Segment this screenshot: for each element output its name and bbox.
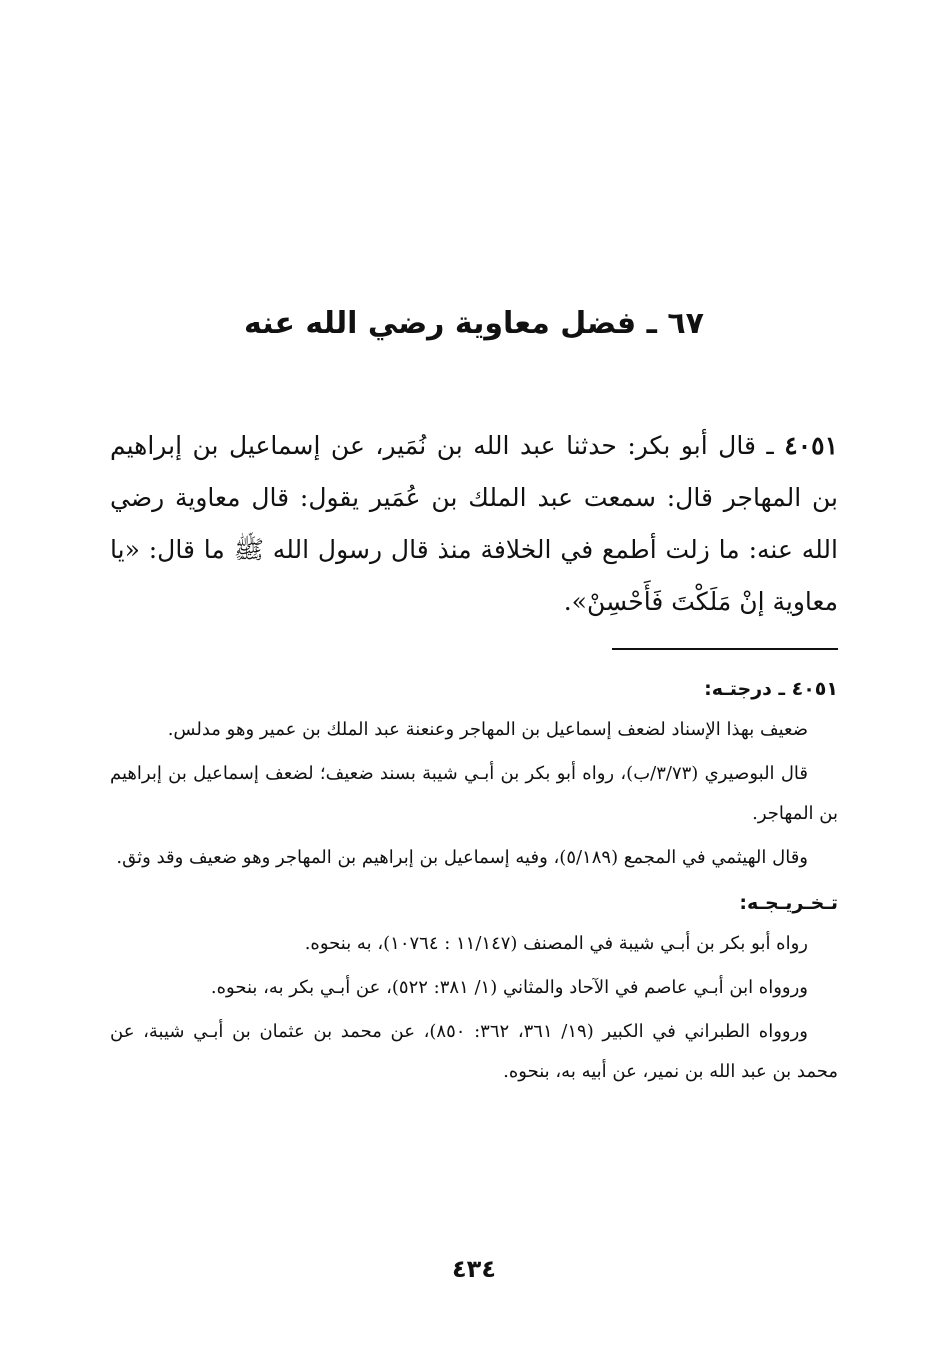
takhrij-heading: تـخـريـجـه: [739,892,838,914]
page-number: ٤٣٤ [452,1255,496,1283]
takhrij-paragraph: وروواه ابن أبـي عاصم في الآحاد والمثاني (١/ ٣٨١: ٥٢٢)، عن أبـي بكر به، بنحوه. [210,977,808,998]
takhrij-paragraph: وروواه الطبراني في الكبير (١٩/ ٣٦١، ٣٦٢: ٨٥٠)، عن محمد بن عثمان بن أبـي شيبة، عن محمد بن عبد الله بن نمير، عن أبيه به، بنحوه. [110,1021,838,1082]
footnote-separator [612,648,838,650]
hadith-body: ـ قال أبو بكر: حدثنا عبد الله بن نُمَير، عن إسماعيل بن إبراهيم بن المهاجر قال: سمعت عبد الملك بن عُمَير يقول: قال معاوية رضي الله عنه: ما زلت أطمع في الخلافة منذ قال رسول الله ﷺ ما قال: «يا معاوية إنْ مَلَكْتَ فَأَحْسِنْ». [110,431,839,616]
chapter-title: ٦٧ ـ فضل معاوية رضي الله عنه [244,306,704,341]
takhrij-paragraph: رواه أبو بكر بن أبـي شيبة في المصنف (١١/١٤٧ : ١٠٧٦٤)، به بنحوه. [304,933,808,954]
grade-heading: ٤٠٥١ ـ درجتـه: [704,678,838,700]
grade-paragraph: وقال الهيثمي في المجمع (٥/١٨٩)، وفيه إسماعيل بن إبراهيم بن المهاجر وهو ضعيف وقد وثق. [116,847,808,868]
grade-paragraph: ضعيف بهذا الإسناد لضعف إسماعيل بن المهاجر وعنعنة عبد الملك بن عمير وهو مدلس. [167,719,808,740]
hadith-text [110,420,838,628]
grade-paragraph: قال البوصيري (٣/٧٣/ب)، رواه أبو بكر بن أبـي شيبة بسند ضعيف؛ لضعف إسماعيل بن إبراهيم بن المهاجر. [110,763,838,824]
hadith-number: ٤٠٥١ [784,431,838,460]
footnotes [110,668,838,1096]
